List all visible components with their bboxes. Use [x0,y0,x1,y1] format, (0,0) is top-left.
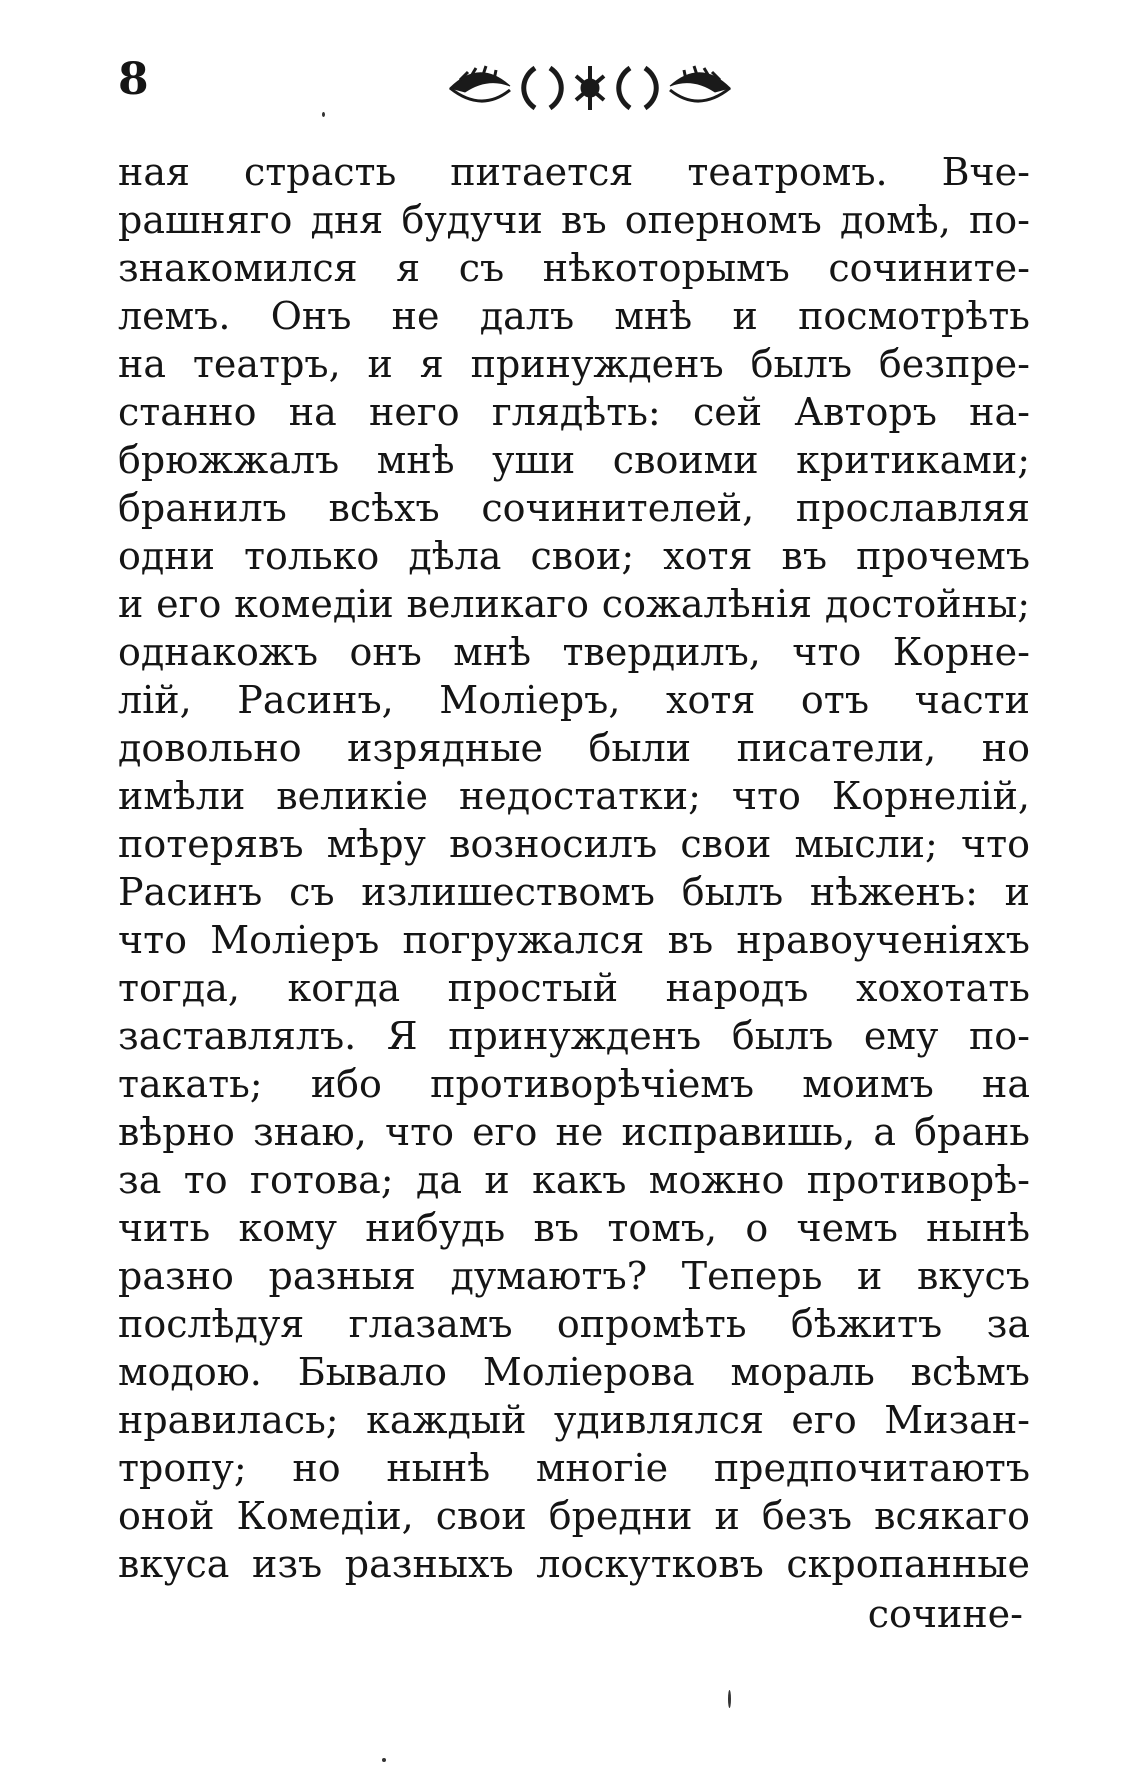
text-line: оной Комедіи, свои бредни и безъ всякаго [118,1494,1030,1538]
text-line: тогда, когда простый народъ хохотать [118,966,1030,1010]
header-ornament [440,58,740,118]
body-text [118,148,1030,1588]
text-line: послѣдуя глазамъ опромѣть бѣжитъ за [118,1302,1030,1346]
text-line: лемъ. Онъ не далъ мнѣ и посмотрѣть [118,294,1030,338]
catchword: сочине- [867,1592,1023,1636]
text-line: бранилъ всѣхъ сочинителей, прославляя [118,486,1030,530]
text-line: разно разныя думаютъ? Теперь и вкусъ [118,1254,1030,1298]
paper-speck [382,1758,386,1762]
text-line: потерявъ мѣру возносилъ свои мысли; что [118,822,1030,866]
text-line: рашняго дня будучи въ оперномъ домѣ, по- [118,198,1030,242]
text-line: Расинъ съ излишествомъ былъ нѣженъ: и [118,870,1030,914]
paper-speck [322,112,325,117]
text-line: станно на него глядѣть: сей Авторъ на- [118,390,1030,434]
text-line: однакожъ онъ мнѣ твердилъ, что Корне- [118,630,1030,674]
text-line: тропу; но нынѣ многіе предпочитаютъ [118,1446,1030,1490]
text-line: брюжжалъ мнѣ уши своими критиками; [118,438,1030,482]
text-line: довольно изрядные были писатели, но [118,726,1030,770]
text-line: заставлялъ. Я принужденъ былъ ему по- [118,1014,1030,1058]
text-line: чить кому нибудь въ томъ, о чемъ нынѣ [118,1206,1030,1250]
text-line: ная страсть питается театромъ. Вче- [118,150,1030,194]
text-line: вѣрно знаю, что его не исправишь, а брань [118,1110,1030,1154]
text-line: за то готова; да и какъ можно противорѣ- [118,1158,1030,1202]
paper-speck [728,1690,731,1708]
text-line: на театръ, и я принужденъ былъ безпре- [118,342,1030,386]
text-line: лій, Расинъ, Моліеръ, хотя отъ части [118,678,1030,722]
text-line: знакомился я съ нѣкоторымъ сочините- [118,246,1030,290]
page-number: 8 [118,54,149,105]
text-line: одни только дѣла свои; хотя въ прочемъ [118,534,1030,578]
text-line: имѣли великіе недостатки; что Корнелій, [118,774,1030,818]
text-line: что Моліеръ погружался въ нравоученіяхъ [118,918,1030,962]
text-line: вкуса изъ разныхъ лоскутковъ скропанные [118,1542,1030,1586]
text-line: модою. Бывало Моліерова мораль всѣмъ [118,1350,1030,1394]
text-line: такать; ибо противорѣчіемъ моимъ на [118,1062,1030,1106]
text-line: и его комедіи великаго сожалѣнія достойны; [118,582,1030,626]
text-line: нравилась; каждый удивлялся его Мизан- [118,1398,1030,1442]
